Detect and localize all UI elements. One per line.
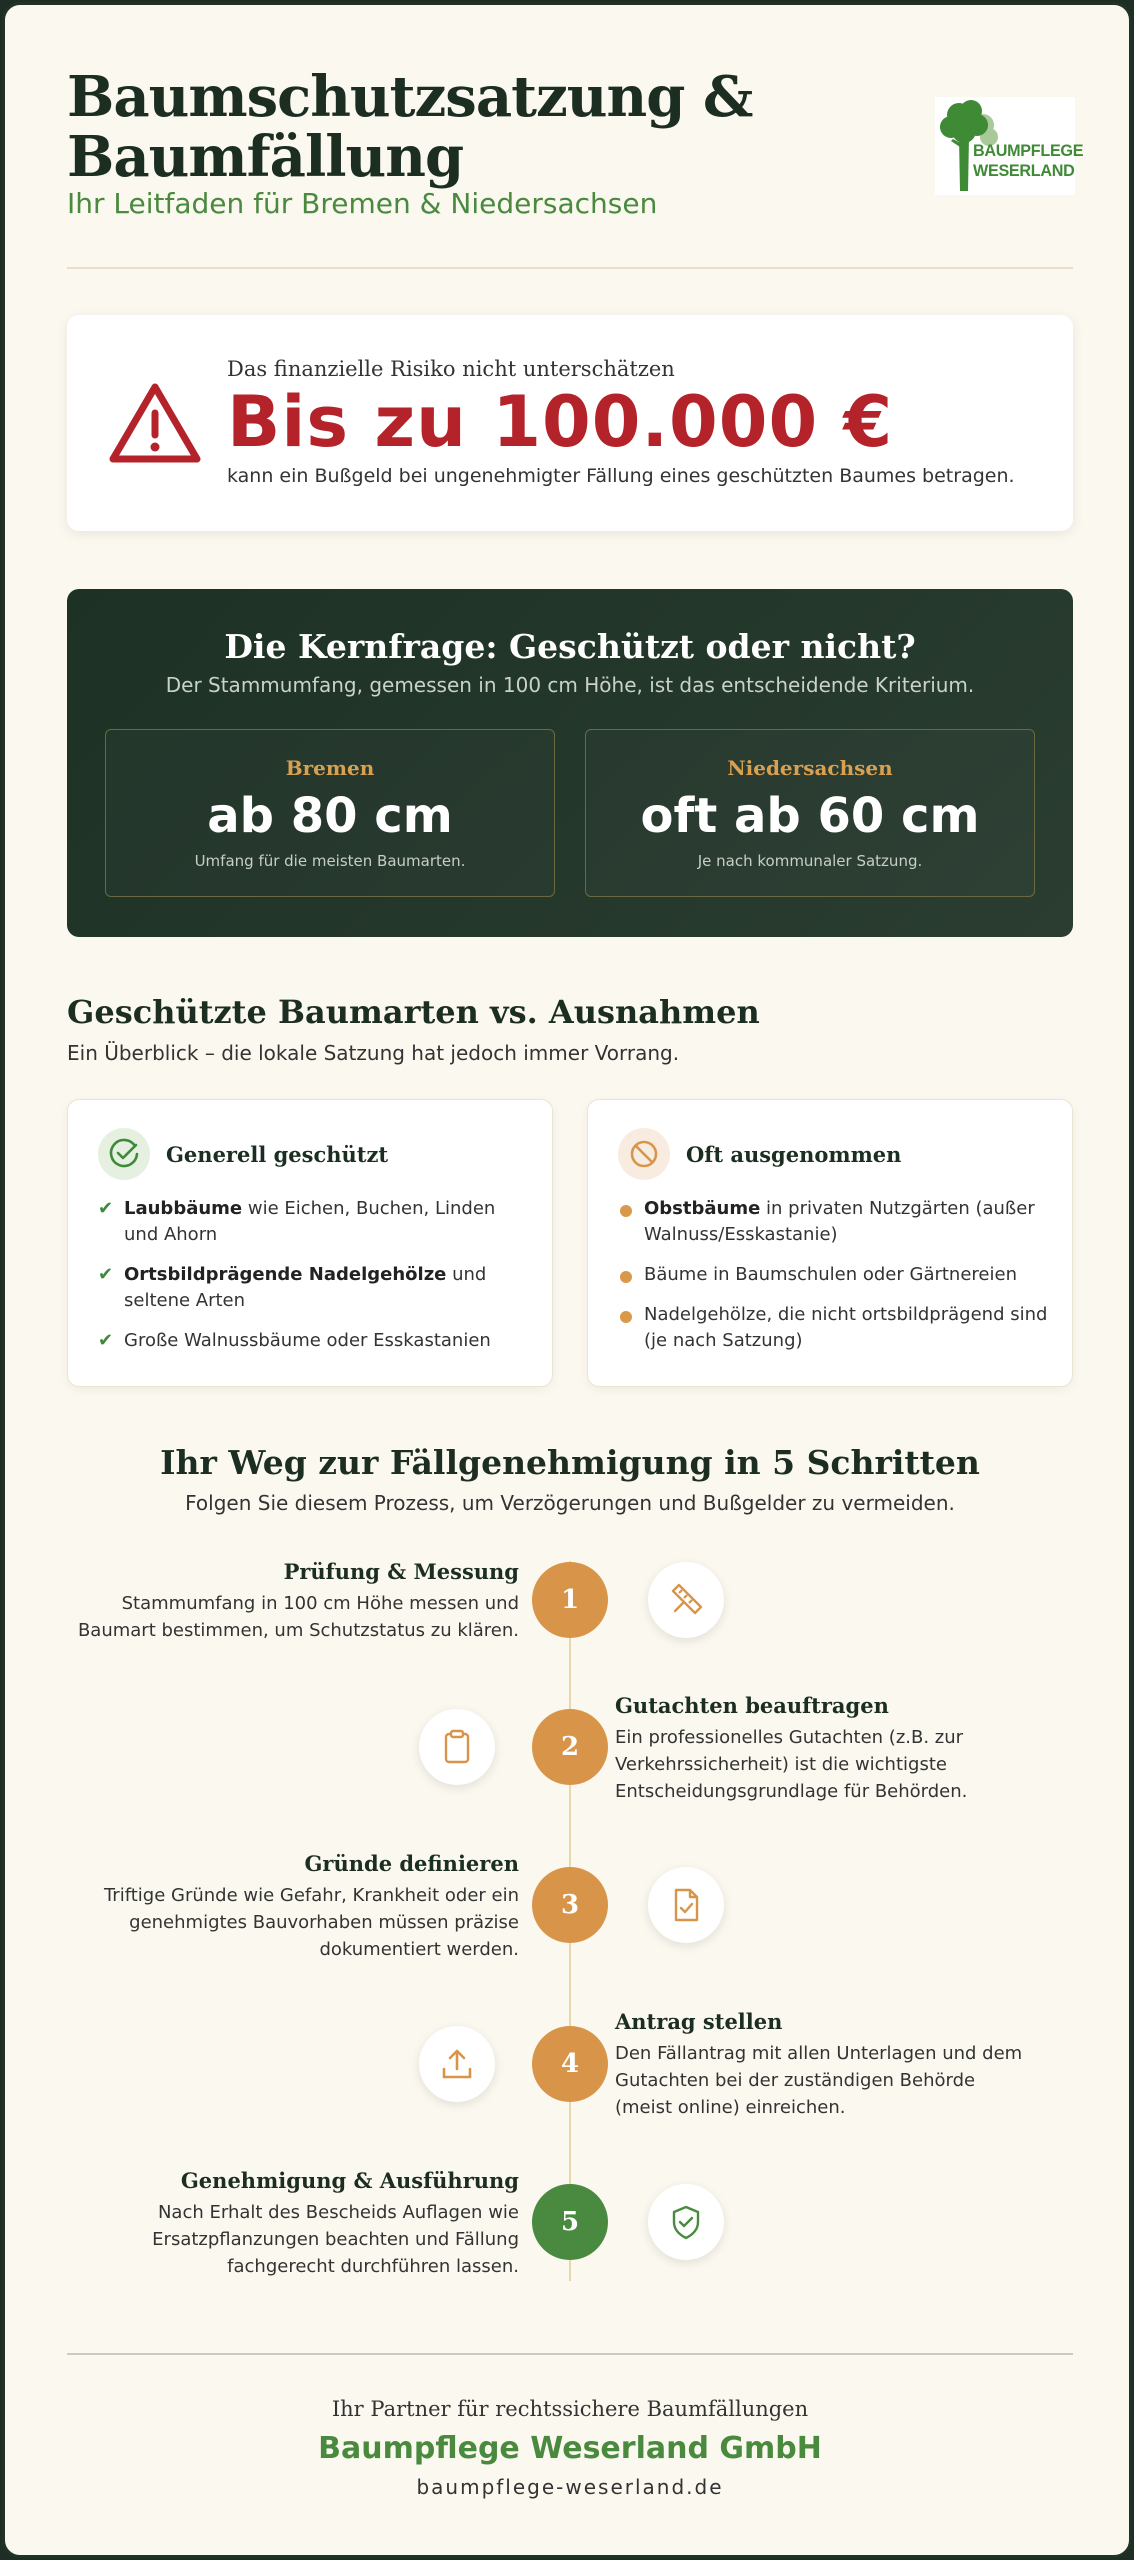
region-threshold: oft ab 60 cm (640, 788, 980, 844)
region-card-bremen (105, 729, 555, 897)
protected-card-title: Generell geschützt (166, 1142, 389, 1167)
step-number-2: 2 (532, 1709, 608, 1785)
upload-icon (419, 2026, 495, 2102)
exempt-card-title: Oft ausgenommen (686, 1142, 902, 1167)
item-text: Nadelgehölze, die nicht ortsbildprägend sind (je nach Satzung) (644, 1304, 1048, 1351)
step-1-content (39, 1559, 519, 1644)
exempt-species-card (587, 1099, 1073, 1387)
item-emphasis: Ortsbildprägende Nadelgehölze (124, 1264, 447, 1285)
title-line-1: Baumschutzsatzung & (67, 64, 753, 130)
step-3-content (39, 1851, 519, 1963)
region-card-niedersachsen (585, 729, 1035, 897)
list-item (618, 1302, 1048, 1354)
region-note: Je nach kommunaler Satzung. (697, 852, 923, 870)
footer-company-name: Baumpflege Weserland GmbH (318, 2431, 822, 2466)
item-text: Bäume in Baumschulen oder Gärtnereien (644, 1264, 1017, 1285)
step-title: Genehmigung & Ausführung (180, 2168, 519, 2193)
step-number-1: 1 (532, 1562, 608, 1638)
step-4-content (615, 2009, 1035, 2121)
fine-amount: Bis zu 100.000 € (227, 381, 894, 463)
protected-species-list (98, 1196, 528, 1368)
fine-warning-card (67, 315, 1073, 531)
prohibited-icon (618, 1128, 670, 1180)
step-title: Gründe definieren (304, 1851, 519, 1876)
species-section-title: Geschützte Baumarten vs. Ausnahmen (67, 993, 760, 1031)
core-title: Die Kernfrage: Geschützt oder nicht? (224, 627, 916, 666)
company-logo (935, 97, 1084, 195)
step-2-content (615, 1693, 1035, 1805)
bullet-dot-icon (620, 1205, 632, 1217)
warning-triangle-icon (107, 381, 203, 467)
check-icon: ✔ (98, 1264, 114, 1285)
region-note: Umfang für die meisten Baumarten. (194, 852, 466, 870)
list-item (98, 1196, 528, 1248)
logo-line-2: WESERLAND (973, 161, 1075, 180)
title-line-2: Baumfällung (67, 124, 464, 190)
infographic-page (2, 2, 1132, 2558)
footer-kicker: Ihr Partner für rechtssichere Baumfällungen (331, 2397, 809, 2421)
item-emphasis: Laubbäume (124, 1198, 243, 1219)
step-text: Ein professionelles Gutachten (z.B. zur Verkehrssicherheit) ist die wichtigste Entscheidungsgrundlage für Behörden. (615, 1727, 968, 1802)
item-text: Große Walnussbäume oder Esskastanien (124, 1330, 491, 1351)
bullet-dot-icon (620, 1311, 632, 1323)
core-subtitle: Der Stammumfang, gemessen in 100 cm Höhe, ist das entscheidende Kriterium. (165, 673, 975, 697)
region-threshold: ab 80 cm (207, 788, 453, 844)
bullet-dot-icon (620, 1271, 632, 1283)
list-item (98, 1328, 528, 1354)
item-emphasis: Obstbäume (644, 1198, 761, 1219)
page-subtitle: Ihr Leitfaden für Bremen & Niedersachsen (67, 187, 658, 220)
protected-species-card (67, 1099, 553, 1387)
item-text: und seltene Arten (124, 1264, 487, 1311)
region-name: Bremen (285, 756, 375, 780)
footer-website-link[interactable]: baumpflege-weserland.de (416, 2475, 724, 2499)
check-icon: ✔ (98, 1198, 114, 1219)
step-number-5: 5 (532, 2184, 608, 2260)
item-text: wie Eichen, Buchen, Linden und Ahorn (124, 1198, 496, 1245)
logo-line-1: BAUMPFLEGE (973, 141, 1084, 160)
step-number-3: 3 (532, 1867, 608, 1943)
logo-wordmark (973, 141, 1083, 181)
steps-section-title: Ihr Weg zur Fällgenehmigung in 5 Schritten (160, 1443, 980, 1482)
header-divider (67, 267, 1073, 269)
fine-kicker: Das finanzielle Risiko nicht unterschätzen (227, 357, 675, 381)
step-text: Stammumfang in 100 cm Höhe messen und Baumart bestimmen, um Schutzstatus zu klären. (77, 1593, 519, 1641)
step-5-content (39, 2168, 519, 2280)
list-item (98, 1262, 528, 1314)
page-title (67, 64, 753, 190)
item-text: in privaten Nutzgärten (außer Walnuss/Esskastanie) (644, 1198, 1035, 1245)
fine-description: kann ein Bußgeld bei ungenehmigter Fällung eines geschützten Baumes betragen. (227, 465, 1015, 487)
region-name: Niedersachsen (727, 756, 893, 780)
clipboard-icon (419, 1709, 495, 1785)
step-number-4: 4 (532, 2026, 608, 2102)
footer-divider (67, 2353, 1073, 2355)
steps-section-subtitle: Folgen Sie diesem Prozess, um Verzögerungen und Bußgelder zu vermeiden. (185, 1491, 955, 1515)
check-icon: ✔ (98, 1330, 114, 1351)
exempt-species-list (618, 1196, 1048, 1368)
check-circle-icon (98, 1128, 150, 1180)
document-check-icon (648, 1867, 724, 1943)
step-text: Nach Erhalt des Bescheids Auflagen wie Ersatzpflanzungen beachten und Fällung fachgerecht durchführen lassen. (152, 2202, 519, 2277)
species-section-subtitle: Ein Überblick – die lokale Satzung hat jedoch immer Vorrang. (67, 1041, 680, 1065)
core-question-panel (67, 589, 1073, 937)
step-title: Prüfung & Messung (283, 1559, 519, 1584)
shield-check-icon (648, 2184, 724, 2260)
step-text: Den Fällantrag mit allen Unterlagen und dem Gutachten bei der zuständigen Behörde (meist online) einreichen. (615, 2043, 1023, 2118)
step-title: Gutachten beauftragen (615, 1693, 889, 1718)
step-text: Triftige Gründe wie Gefahr, Krankheit oder ein genehmigtes Bauvorhaben müssen präzise dokumentiert werden. (103, 1885, 519, 1960)
step-title: Antrag stellen (615, 2009, 783, 2034)
list-item (618, 1262, 1048, 1288)
measure-tool-icon (648, 1562, 724, 1638)
list-item (618, 1196, 1048, 1248)
